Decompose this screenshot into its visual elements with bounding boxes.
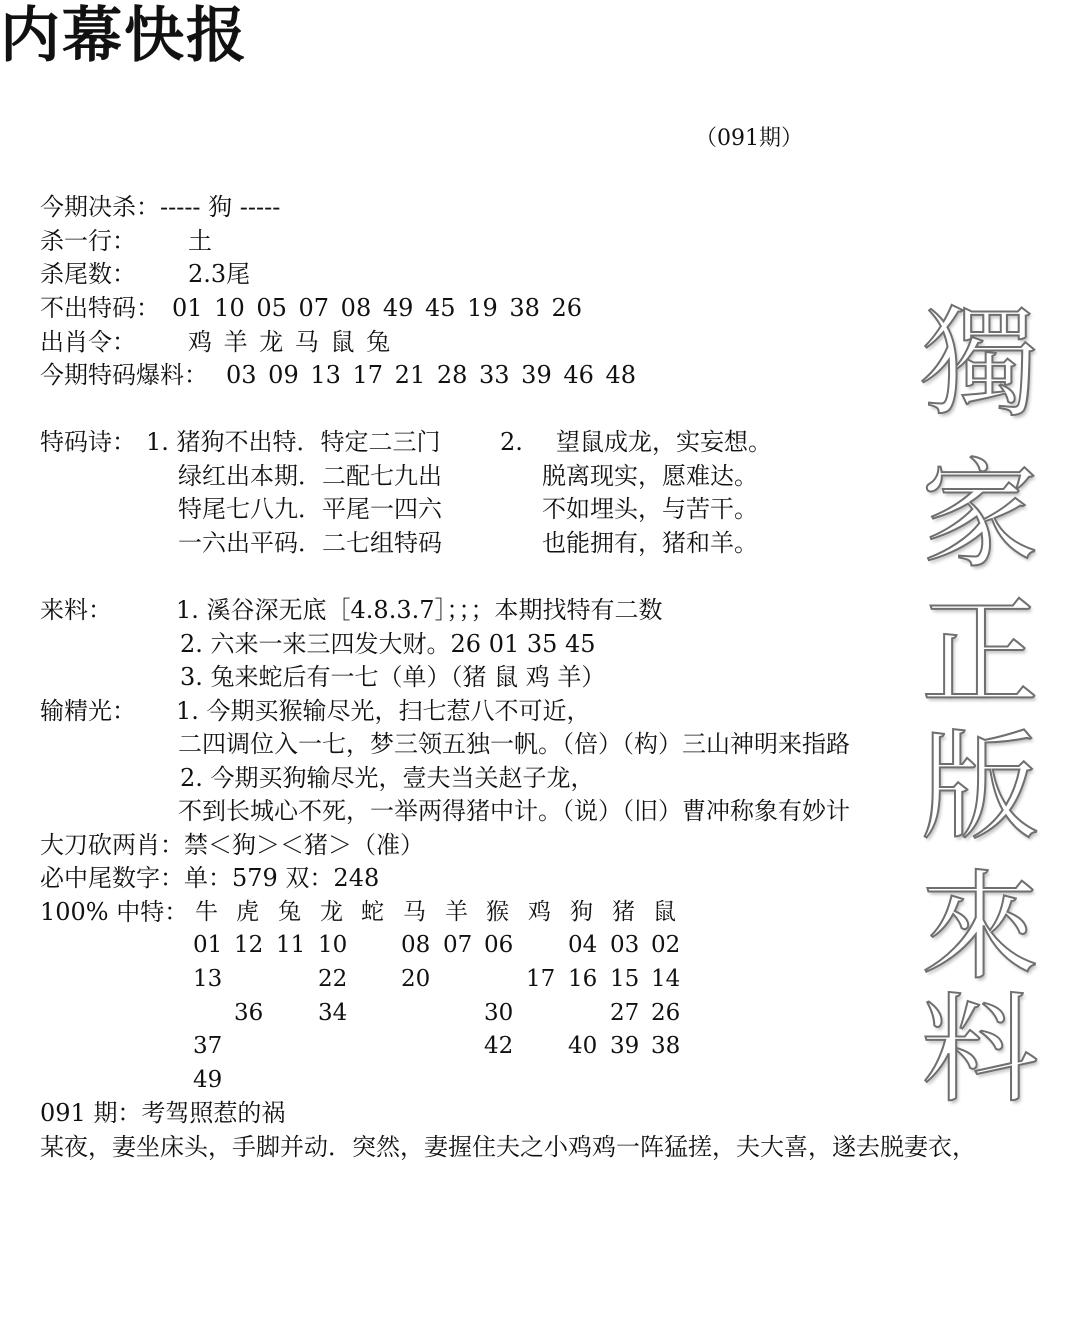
- number-cell: 01: [193, 932, 223, 958]
- number-cell: 02: [651, 932, 681, 958]
- number-cell: 22: [318, 966, 348, 992]
- lose-line: 不到长城心不死，一举两得猪中计。（说）（旧）曹冲称象有妙计: [178, 797, 850, 825]
- zodiac-header: 虎: [236, 899, 259, 925]
- number-cell: 38: [651, 1033, 681, 1059]
- poem-left-line: 绿红出本期．二配七九出: [178, 462, 442, 490]
- number-cell: 40: [568, 1033, 598, 1059]
- poem-right-number: 2.: [500, 428, 523, 456]
- number-cell: 34: [318, 1000, 348, 1026]
- number-cell: 26: [651, 1000, 681, 1026]
- poem-right-line: 不如埋头，与苦干。: [542, 495, 758, 523]
- lose-line: 2. 今期买狗输尽光，壹夫当关赵子龙，: [180, 764, 595, 792]
- zodiac-header: 马: [403, 899, 426, 925]
- zodiac-order: 鸡 羊 龙 马 鼠 兔: [188, 328, 391, 356]
- kill-tail-label: 杀尾数：: [40, 260, 136, 288]
- zodiac-order-label: 出肖令：: [40, 328, 136, 356]
- poem-left-line: 1. 猪狗不出特．特定二三门: [146, 428, 441, 456]
- number-cell: 36: [234, 1000, 264, 1026]
- number-cell: 15: [610, 966, 640, 992]
- tail-digits-line: 必中尾数字：单：579 双：248: [40, 864, 380, 892]
- source-label: 来料：: [40, 596, 112, 624]
- number-cell: 04: [568, 932, 598, 958]
- number-cell: 27: [610, 1000, 640, 1026]
- zodiac-header: 猴: [486, 899, 509, 925]
- number-cell: 30: [484, 1000, 514, 1026]
- zodiac-header: 兔: [278, 899, 301, 925]
- number-cell: 14: [651, 966, 681, 992]
- poem-label: 特码诗：: [40, 428, 136, 456]
- kill-tail: 2.3尾: [188, 260, 251, 288]
- number-cell: 17: [526, 966, 556, 992]
- lose-label: 输精光：: [40, 697, 136, 725]
- special-reveal-numbers: 03 09 13 17 21 28 33 39 46 48: [226, 361, 637, 389]
- poem-right-line: 脱离现实，愿难达。: [542, 462, 758, 490]
- side-banner-char: 來: [920, 858, 1039, 996]
- number-cell: 13: [193, 966, 223, 992]
- kill-line: 今期决杀：----- 狗 -----: [40, 193, 281, 221]
- zodiac-header: 蛇: [361, 899, 384, 925]
- page-title: 内幕快报: [0, 1, 248, 71]
- number-cell: 07: [443, 932, 473, 958]
- kill-element-label: 杀一行：: [40, 227, 136, 255]
- zodiac-header: 龙: [320, 899, 343, 925]
- zodiac-header: 鼠: [653, 899, 676, 925]
- number-cell: 08: [401, 932, 431, 958]
- lose-line: 1. 今期买猴输尽光，扫七惹八不可近，: [176, 697, 591, 725]
- zodiac-header: 猪: [612, 899, 635, 925]
- zodiac-header: 狗: [570, 899, 593, 925]
- story-body: 某夜，妻坐床头，手脚并动．突然，妻握住夫之小鸡鸡一阵猛搓，夫大喜，遂去脱妻衣，: [40, 1133, 976, 1161]
- number-cell: 49: [193, 1067, 223, 1093]
- number-cell: 12: [234, 932, 264, 958]
- zodiac-header: 羊: [445, 899, 468, 925]
- side-banner-char: 料: [920, 981, 1039, 1119]
- side-banner-char: 獨: [920, 294, 1039, 432]
- zodiac-header: 鸡: [528, 899, 551, 925]
- poem-left-line: 特尾七八九．平尾一四六: [178, 495, 442, 523]
- side-banner-char: 家: [920, 446, 1039, 584]
- story-title: 091 期：考驾照惹的祸: [40, 1099, 286, 1127]
- lose-line: 二四调位入一七，梦三领五独一帆。（倍）（构）三山神明来指路: [178, 730, 850, 758]
- number-cell: 20: [401, 966, 431, 992]
- table-label: 100% 中特：: [40, 898, 189, 926]
- number-cell: 10: [318, 932, 348, 958]
- side-banner-char: 正: [920, 584, 1039, 722]
- number-cell: 39: [610, 1033, 640, 1059]
- no-special-numbers: 01 10 05 07 08 49 45 19 38 26: [172, 294, 583, 322]
- side-banner-char: 版: [920, 718, 1039, 856]
- issue-number: （091期）: [695, 126, 803, 151]
- poem-right-line: 望鼠成龙，实妄想。: [556, 428, 772, 456]
- number-cell: 42: [484, 1033, 514, 1059]
- zodiac-header: 牛: [195, 899, 218, 925]
- number-cell: 06: [484, 932, 514, 958]
- number-cell: 16: [568, 966, 598, 992]
- source-item: 3. 兔来蛇后有一七（单）（猪 鼠 鸡 羊）: [180, 663, 606, 691]
- poem-right-line: 也能拥有，猪和羊。: [542, 529, 758, 557]
- kill-element: 土: [188, 227, 212, 255]
- source-item: 1. 溪谷深无底［4.8.3.7］；；；本期找特有二数: [176, 596, 663, 624]
- source-item: 2. 六来一来三四发大财。26 01 35 45: [180, 630, 596, 658]
- no-special-label: 不出特码：: [40, 294, 160, 322]
- number-cell: 03: [610, 932, 640, 958]
- number-cell: 37: [193, 1033, 223, 1059]
- number-cell: 11: [276, 932, 306, 958]
- knife-line: 大刀砍两肖：禁＜狗＞＜猪＞（准）: [40, 831, 424, 859]
- special-reveal-label: 今期特码爆料：: [40, 361, 208, 389]
- poem-left-line: 一六出平码．二七组特码: [178, 529, 442, 557]
